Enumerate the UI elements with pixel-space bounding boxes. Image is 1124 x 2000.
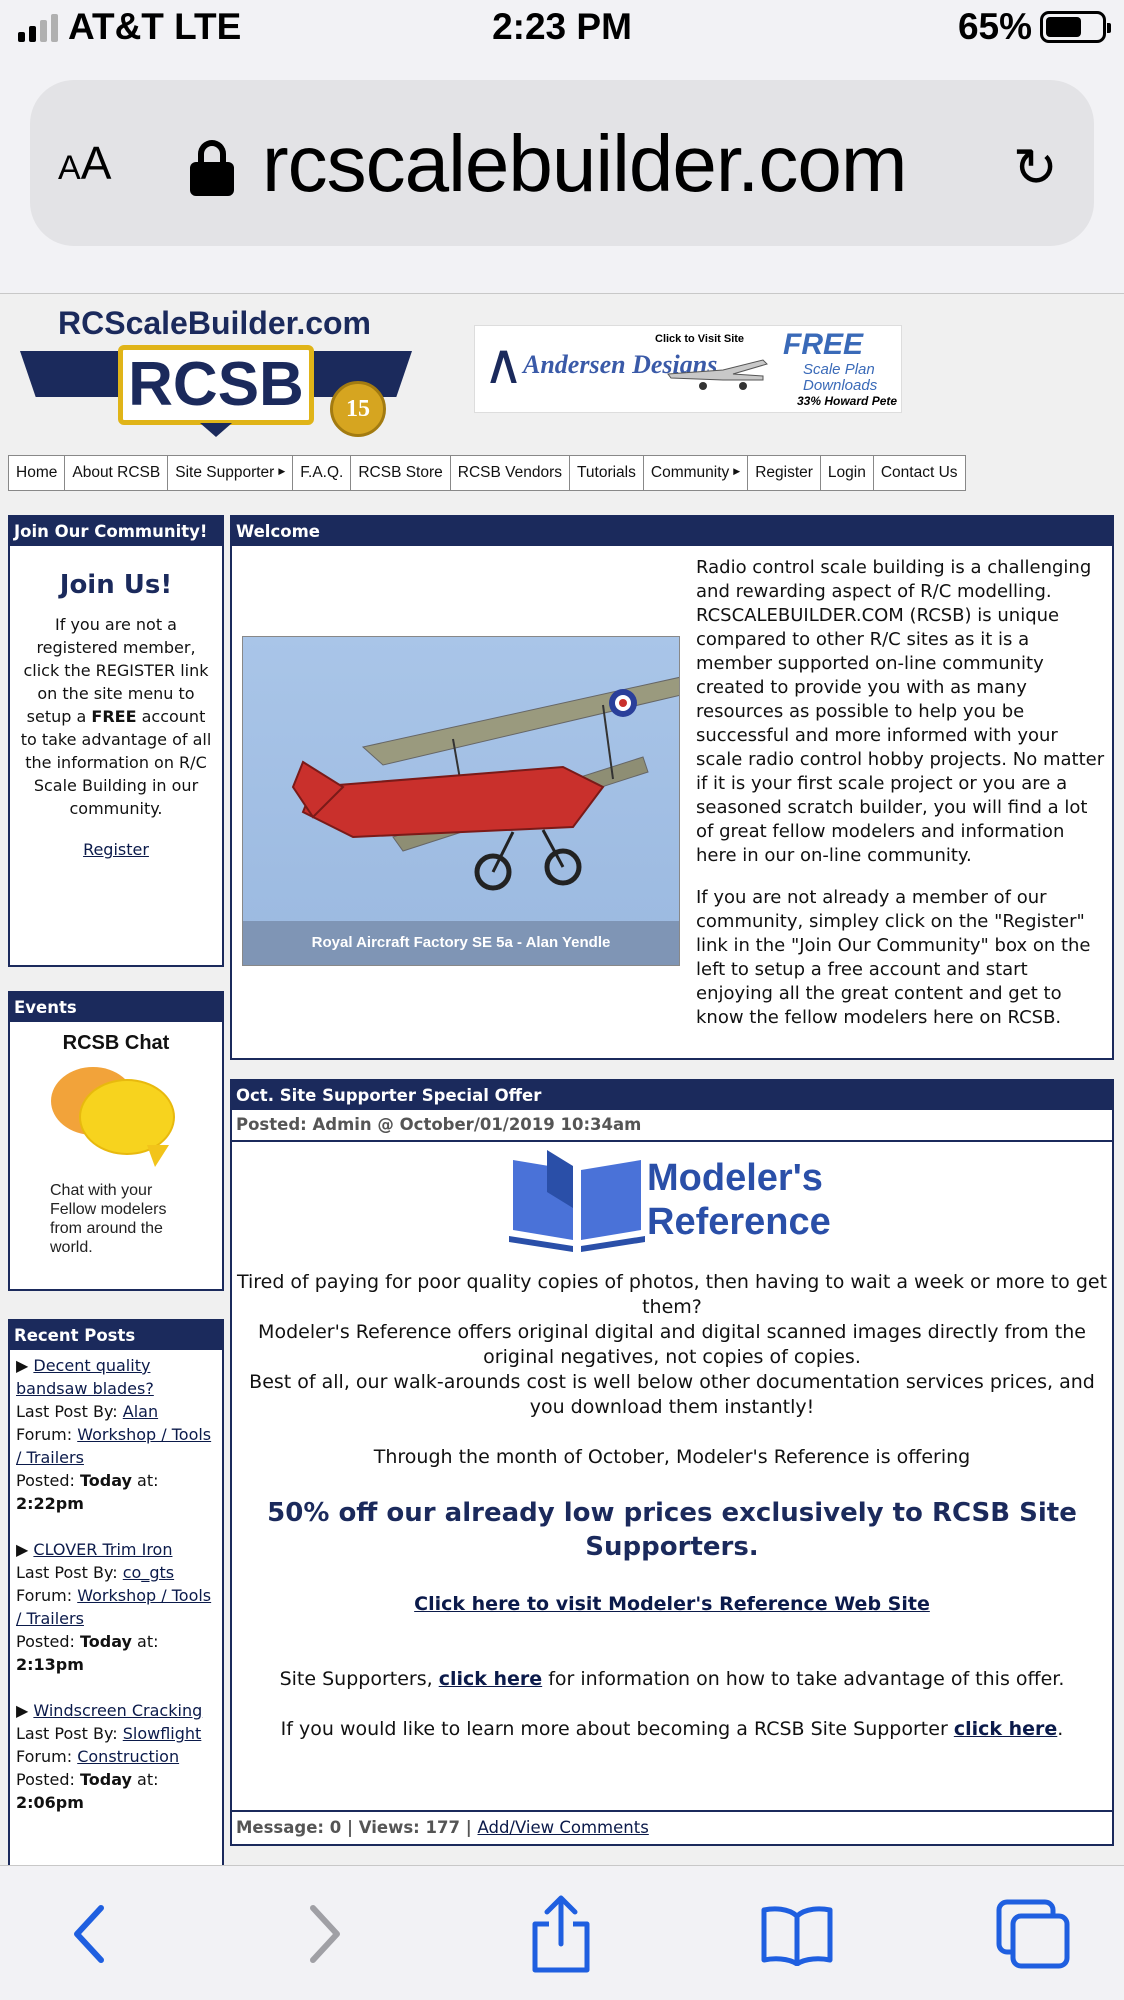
aircraft-photo bbox=[242, 636, 680, 966]
post-title-link[interactable]: CLOVER Trim Iron bbox=[33, 1540, 173, 1559]
nav-contact[interactable]: Contact Us bbox=[880, 464, 958, 481]
nav-login[interactable]: Login bbox=[821, 456, 874, 490]
carrier-label: AT&T LTE bbox=[68, 6, 242, 47]
post-forum-link[interactable]: Construction bbox=[77, 1747, 180, 1766]
post-title-link[interactable]: Windscreen Cracking bbox=[33, 1701, 203, 1720]
visit-modelers-reference-link[interactable]: Click here to visit Modeler's Reference Web Site bbox=[414, 1593, 930, 1615]
modelers-reference-logo[interactable] bbox=[507, 1148, 837, 1252]
tabs-icon[interactable] bbox=[988, 1894, 1078, 1974]
join-title: Join Us! bbox=[59, 570, 173, 600]
back-icon[interactable] bbox=[44, 1894, 134, 1974]
offer-header: Oct. Site Supporter Special Offer bbox=[232, 1081, 1112, 1110]
post-title-link[interactable]: Decent quality bandsaw blades? bbox=[16, 1356, 154, 1398]
reload-icon[interactable]: ↻ bbox=[1012, 136, 1058, 199]
plane-icon bbox=[663, 352, 773, 392]
andersen-designs-ad[interactable] bbox=[474, 325, 902, 413]
ad-brand: Andersen Designs bbox=[523, 350, 718, 379]
forward-icon[interactable] bbox=[280, 1894, 370, 1974]
nav-community[interactable]: Community ▶ bbox=[644, 456, 748, 490]
photo-caption: Royal Aircraft Factory SE 5a - Alan Yendle bbox=[243, 921, 679, 965]
nav-tutorials[interactable]: Tutorials bbox=[570, 456, 644, 490]
nav-register[interactable]: Register bbox=[748, 456, 821, 490]
post-forum-link[interactable]: Workshop / Tools / Trailers bbox=[16, 1586, 212, 1628]
events-box bbox=[8, 991, 224, 1291]
welcome-header: Welcome bbox=[232, 517, 1112, 546]
register-link[interactable]: Register bbox=[83, 840, 149, 859]
chat-text: Chat with your Fellow modelers from around the world. bbox=[50, 1182, 167, 1256]
welcome-paragraph-1: Radio control scale building is a challenging and rewarding aspect of R/C modelling. RCSCALEBUILDER.COM (RCSB) is unique compared to other R/C sites as it is a member supported on-line community created to provide you with as many resources as possible to help you be successful and more informed with your scale radio control hobby projects. No matter if it is your first scale project or you are a seasoned scratch builder, you will find a lot of great fellow modelers and information here in our on-line community. bbox=[696, 557, 1105, 866]
learn-more-line: If you would like to learn more about becoming a RCSB Site Supporter click here. bbox=[280, 1718, 1064, 1740]
supporters-click-here-link[interactable]: click here bbox=[438, 1668, 543, 1690]
nav-vendors[interactable]: RCSB Vendors bbox=[451, 456, 570, 490]
post-forum-link[interactable]: Workshop / Tools / Trailers bbox=[16, 1425, 212, 1467]
clock: 2:23 PM bbox=[492, 6, 632, 47]
modelers-reference-wordmark: Modeler's Reference bbox=[647, 1157, 831, 1243]
welcome-text bbox=[696, 556, 1108, 1048]
chat-bubbles-icon bbox=[51, 1061, 181, 1171]
book-icon bbox=[507, 1148, 647, 1252]
biplane-image bbox=[243, 637, 680, 927]
nav-site-supporter[interactable]: Site Supporter ▶ bbox=[168, 456, 293, 490]
text-size-button[interactable]: AA bbox=[58, 137, 112, 189]
offer-box bbox=[230, 1079, 1114, 1846]
offer-posted: Posted: Admin @ October/01/2019 10:34am bbox=[232, 1110, 1112, 1142]
chat-title: RCSB Chat bbox=[62, 1032, 170, 1054]
welcome-box bbox=[230, 515, 1114, 1060]
ad-pete: 33% Howard Pete bbox=[797, 394, 898, 408]
compass-icon: ∧ bbox=[483, 332, 524, 397]
rcsb-chat[interactable] bbox=[10, 1022, 222, 1271]
anniversary-badge: 15 bbox=[330, 381, 386, 437]
join-community-box bbox=[8, 515, 224, 967]
bookmarks-icon[interactable] bbox=[752, 1894, 842, 1974]
nav-about[interactable]: About RCSB bbox=[65, 456, 168, 490]
nav-faq[interactable]: F.A.Q. bbox=[293, 456, 351, 490]
site-menu bbox=[8, 455, 966, 491]
lock-icon bbox=[190, 140, 234, 196]
list-item: ▶ Decent quality bandsaw blades? Last Post By: Alan Forum: Workshop / Tools / Trailers Posted: Today at: 2:22pm bbox=[16, 1356, 212, 1513]
battery-percent: 65% bbox=[957, 6, 1032, 47]
offer-line-1: Tired of paying for poor quality copies of photos, then having to wait a week or more to get them? bbox=[236, 1271, 1108, 1318]
site-logo[interactable] bbox=[20, 305, 412, 439]
ad-free: FREE bbox=[783, 328, 864, 361]
submenu-arrow-icon: ▶ bbox=[278, 466, 286, 476]
browser-toolbar bbox=[0, 1865, 1124, 2000]
battery-icon bbox=[1040, 11, 1106, 43]
learn-more-click-here-link[interactable]: click here bbox=[953, 1718, 1058, 1740]
url-text[interactable]: rcscalebuilder.com bbox=[262, 119, 907, 208]
web-page bbox=[0, 295, 1124, 1865]
logo-title: RCScaleBuilder.com bbox=[58, 305, 371, 341]
welcome-paragraph-2: If you are not already a member of our community, simpley click on the "Register" link in the "Join Our Community" box on the left to setup a free account and start enjoying all the great content and get to know the fellow modelers here on RCSB. bbox=[696, 887, 1091, 1028]
join-text: If you are not a registered member, click the REGISTER link on the site menu to setup a FREE account to take advantage of all the information on R/C Scale Building in our community. bbox=[20, 615, 212, 818]
ad-plans: Scale Plan Downloads bbox=[803, 361, 878, 394]
offer-line-3: Best of all, our walk-arounds cost is well below other documentation services prices, and you download them instantly! bbox=[249, 1371, 1095, 1418]
address-bar[interactable] bbox=[30, 80, 1094, 246]
post-user-link[interactable]: Slowflight bbox=[122, 1724, 202, 1743]
offer-line-2: Modeler's Reference offers original digital and digital scanned images directly from the original negatives, not copies of copies. bbox=[258, 1321, 1086, 1368]
nav-home[interactable]: Home bbox=[9, 456, 65, 490]
post-user-link[interactable]: co_gts bbox=[122, 1563, 175, 1582]
offer-line-4: Through the month of October, Modeler's Reference is offering bbox=[373, 1446, 971, 1468]
list-item: ▶ CLOVER Trim Iron Last Post By: co_gts Forum: Workshop / Tools / Trailers Posted: Today at: 2:13pm bbox=[16, 1540, 212, 1674]
supporters-line: Site Supporters, click here for information on how to take advantage of this offer. bbox=[279, 1668, 1065, 1690]
add-view-comments-link[interactable]: Add/View Comments bbox=[477, 1818, 649, 1837]
events-header: Events bbox=[10, 993, 222, 1022]
recent-header: Recent Posts bbox=[10, 1321, 222, 1350]
submenu-arrow-icon: ▶ bbox=[733, 466, 741, 476]
offer-headline: 50% off our already low prices exclusively to RCSB Site Supporters. bbox=[267, 1498, 1077, 1562]
browser-chrome bbox=[0, 58, 1124, 294]
logo-text: RCSB bbox=[118, 345, 314, 425]
post-user-link[interactable]: Alan bbox=[122, 1402, 159, 1421]
share-icon[interactable] bbox=[516, 1894, 606, 1974]
join-header: Join Our Community! bbox=[10, 517, 222, 546]
status-bar bbox=[0, 0, 1124, 58]
battery-status bbox=[958, 6, 1106, 48]
ad-click-text: Click to Visit Site bbox=[655, 333, 745, 345]
nav-store[interactable]: RCSB Store bbox=[351, 456, 450, 490]
recent-posts-box bbox=[8, 1319, 224, 1865]
offer-footer: Message: 0 | Views: 177 | Add/View Comments bbox=[232, 1810, 1112, 1844]
list-item: ▶ Windscreen Cracking Last Post By: Slowflight Forum: Construction Posted: Today at: 2:06pm bbox=[16, 1701, 203, 1812]
